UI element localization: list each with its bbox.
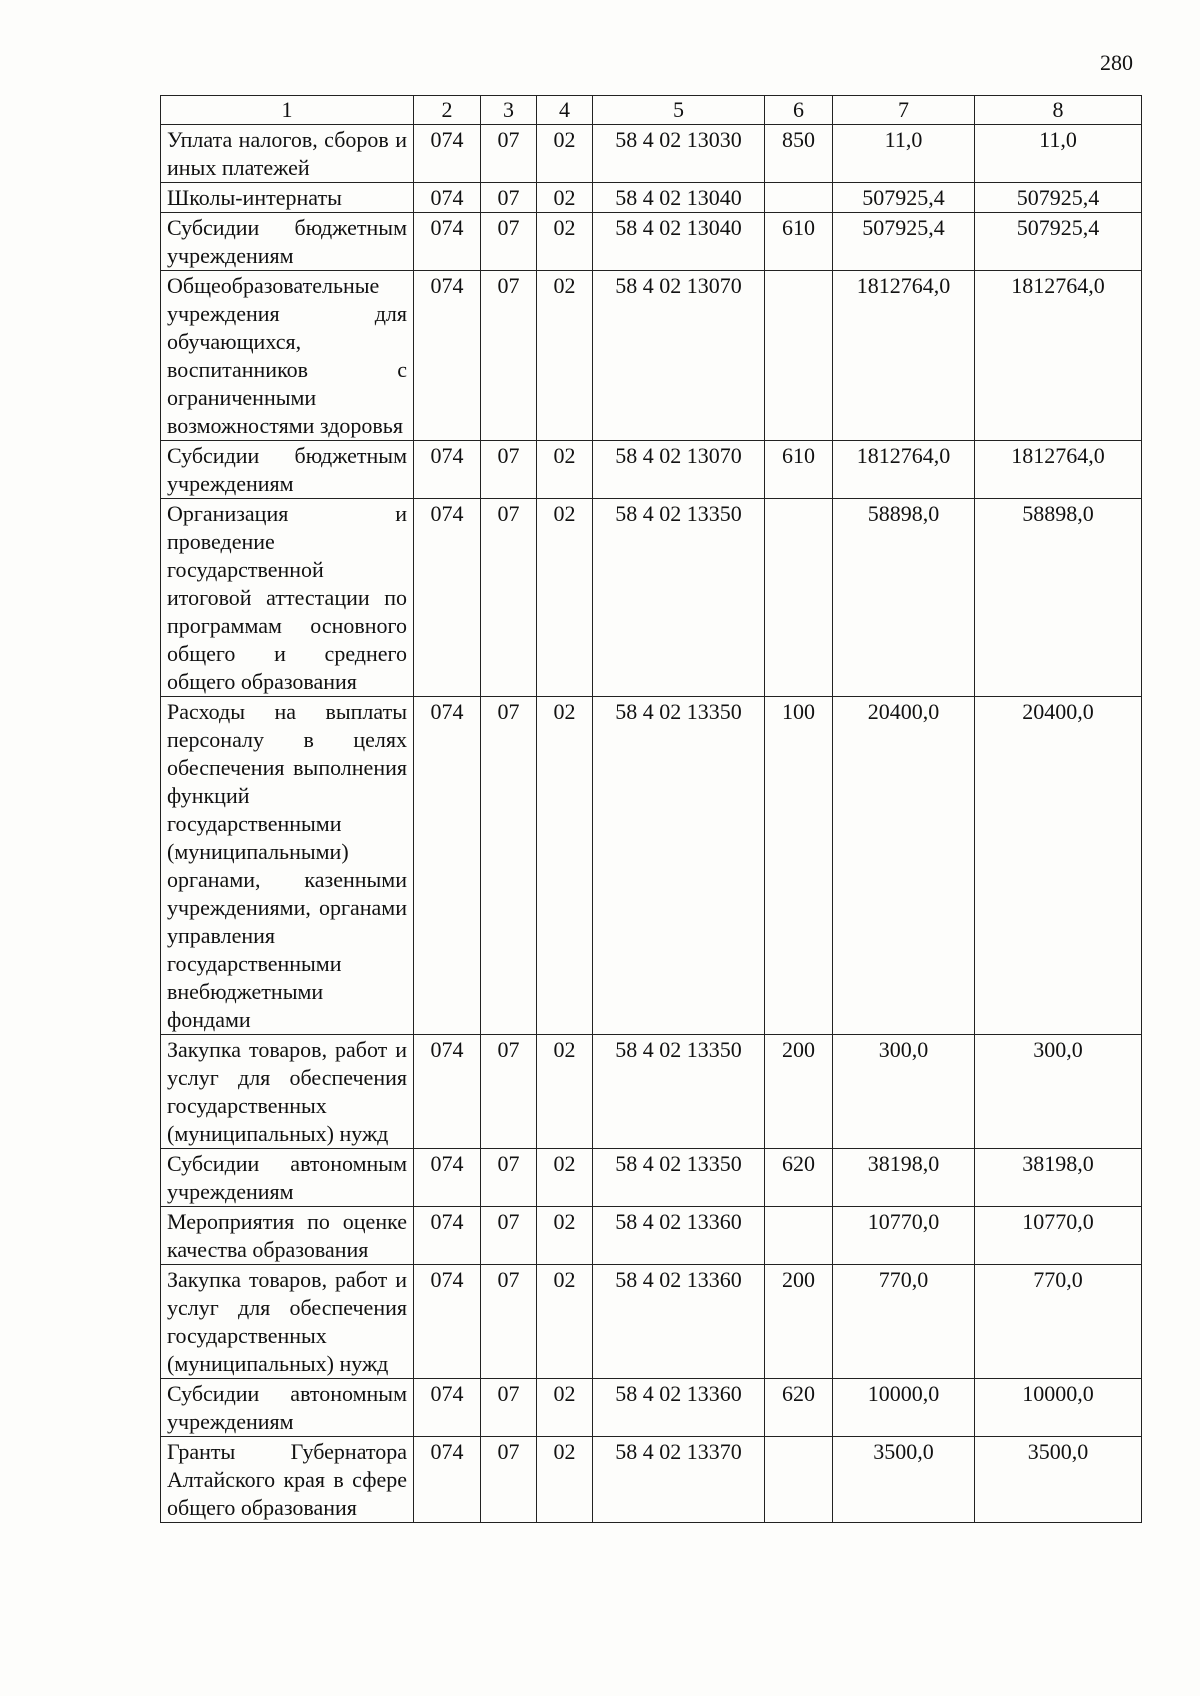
expense-type-cell: 610 [765, 441, 833, 499]
amount-cell: 11,0 [975, 125, 1142, 183]
column-header: 3 [481, 96, 537, 125]
amount-cell: 58898,0 [975, 499, 1142, 697]
subsection-code-cell: 02 [537, 499, 593, 697]
target-article-cell: 58 4 02 13370 [593, 1437, 765, 1523]
target-article-cell: 58 4 02 13070 [593, 271, 765, 441]
ministry-code-cell: 074 [414, 1149, 481, 1207]
target-article-cell: 58 4 02 13360 [593, 1207, 765, 1265]
expense-name-cell: Школы-интернаты [161, 183, 414, 213]
target-article-cell: 58 4 02 13030 [593, 125, 765, 183]
target-article-cell: 58 4 02 13040 [593, 213, 765, 271]
expense-name-cell: Общеобразовательные учреждения для обучающихся, воспитанников с ограниченными возможностями здоровья [161, 271, 414, 441]
subsection-code-cell: 02 [537, 213, 593, 271]
amount-cell: 10770,0 [975, 1207, 1142, 1265]
ministry-code-cell: 074 [414, 1379, 481, 1437]
amount-cell: 770,0 [975, 1265, 1142, 1379]
section-code-cell: 07 [481, 499, 537, 697]
target-article-cell: 58 4 02 13350 [593, 499, 765, 697]
table-row [161, 213, 1142, 271]
amount-cell: 3500,0 [833, 1437, 975, 1523]
expense-type-cell: 620 [765, 1149, 833, 1207]
table-row [161, 1207, 1142, 1265]
table-row [161, 1035, 1142, 1149]
section-code-cell: 07 [481, 183, 537, 213]
amount-cell: 38198,0 [833, 1149, 975, 1207]
amount-cell: 1812764,0 [833, 441, 975, 499]
expense-type-cell [765, 183, 833, 213]
section-code-cell: 07 [481, 1035, 537, 1149]
amount-cell: 20400,0 [833, 697, 975, 1035]
column-header: 7 [833, 96, 975, 125]
ministry-code-cell: 074 [414, 441, 481, 499]
amount-cell: 3500,0 [975, 1437, 1142, 1523]
expense-name-cell: Субсидии бюджетным учреждениям [161, 213, 414, 271]
section-code-cell: 07 [481, 1265, 537, 1379]
amount-cell: 770,0 [833, 1265, 975, 1379]
ministry-code-cell: 074 [414, 1265, 481, 1379]
amount-cell: 1812764,0 [833, 271, 975, 441]
ministry-code-cell: 074 [414, 125, 481, 183]
ministry-code-cell: 074 [414, 1035, 481, 1149]
amount-cell: 507925,4 [833, 183, 975, 213]
budget-table [160, 95, 1142, 1523]
expense-name-cell: Субсидии бюджетным учреждениям [161, 441, 414, 499]
table-row [161, 1265, 1142, 1379]
column-header: 6 [765, 96, 833, 125]
subsection-code-cell: 02 [537, 183, 593, 213]
table-row [161, 183, 1142, 213]
amount-cell: 20400,0 [975, 697, 1142, 1035]
expense-type-cell [765, 1437, 833, 1523]
column-header: 1 [161, 96, 414, 125]
expense-type-cell: 100 [765, 697, 833, 1035]
amount-cell: 10000,0 [833, 1379, 975, 1437]
target-article-cell: 58 4 02 13360 [593, 1265, 765, 1379]
expense-type-cell [765, 499, 833, 697]
target-article-cell: 58 4 02 13350 [593, 1035, 765, 1149]
table-row [161, 697, 1142, 1035]
expense-name-cell: Расходы на выплаты персоналу в целях обеспечения выполнения функций государственными (муниципальными) органами, казенными учреждениями, органами управления государственными внебюджетными фондами [161, 697, 414, 1035]
ministry-code-cell: 074 [414, 697, 481, 1035]
amount-cell: 10000,0 [975, 1379, 1142, 1437]
subsection-code-cell: 02 [537, 1379, 593, 1437]
expense-name-cell: Субсидии автономным учреждениям [161, 1379, 414, 1437]
expense-name-cell: Гранты Губернатора Алтайского края в сфере общего образования [161, 1437, 414, 1523]
table-row [161, 125, 1142, 183]
subsection-code-cell: 02 [537, 271, 593, 441]
expense-type-cell: 200 [765, 1265, 833, 1379]
section-code-cell: 07 [481, 1379, 537, 1437]
ministry-code-cell: 074 [414, 1207, 481, 1265]
table-row [161, 271, 1142, 441]
expense-name-cell: Мероприятия по оценке качества образования [161, 1207, 414, 1265]
target-article-cell: 58 4 02 13350 [593, 1149, 765, 1207]
table-row [161, 1437, 1142, 1523]
column-header: 8 [975, 96, 1142, 125]
subsection-code-cell: 02 [537, 1149, 593, 1207]
table-row [161, 499, 1142, 697]
expense-name-cell: Закупка товаров, работ и услуг для обеспечения государственных (муниципальных) нужд [161, 1035, 414, 1149]
expense-name-cell: Закупка товаров, работ и услуг для обеспечения государственных (муниципальных) нужд [161, 1265, 414, 1379]
table-row [161, 1379, 1142, 1437]
table-row [161, 1149, 1142, 1207]
target-article-cell: 58 4 02 13070 [593, 441, 765, 499]
ministry-code-cell: 074 [414, 183, 481, 213]
expense-type-cell: 620 [765, 1379, 833, 1437]
ministry-code-cell: 074 [414, 213, 481, 271]
subsection-code-cell: 02 [537, 1265, 593, 1379]
section-code-cell: 07 [481, 1207, 537, 1265]
subsection-code-cell: 02 [537, 125, 593, 183]
table-row [161, 441, 1142, 499]
amount-cell: 1812764,0 [975, 271, 1142, 441]
expense-name-cell: Организация и проведение государственной итоговой аттестации по программам основного общего и среднего общего образования [161, 499, 414, 697]
amount-cell: 1812764,0 [975, 441, 1142, 499]
amount-cell: 10770,0 [833, 1207, 975, 1265]
ministry-code-cell: 074 [414, 499, 481, 697]
subsection-code-cell: 02 [537, 1437, 593, 1523]
amount-cell: 300,0 [975, 1035, 1142, 1149]
page-number: 280 [1100, 50, 1133, 75]
ministry-code-cell: 074 [414, 271, 481, 441]
section-code-cell: 07 [481, 271, 537, 441]
amount-cell: 300,0 [833, 1035, 975, 1149]
expense-type-cell [765, 271, 833, 441]
subsection-code-cell: 02 [537, 697, 593, 1035]
expense-type-cell: 850 [765, 125, 833, 183]
expense-name-cell: Субсидии автономным учреждениям [161, 1149, 414, 1207]
section-code-cell: 07 [481, 1437, 537, 1523]
subsection-code-cell: 02 [537, 1207, 593, 1265]
expense-name-cell: Уплата налогов, сборов и иных платежей [161, 125, 414, 183]
amount-cell: 11,0 [833, 125, 975, 183]
section-code-cell: 07 [481, 125, 537, 183]
subsection-code-cell: 02 [537, 441, 593, 499]
expense-type-cell: 200 [765, 1035, 833, 1149]
section-code-cell: 07 [481, 213, 537, 271]
amount-cell: 507925,4 [833, 213, 975, 271]
target-article-cell: 58 4 02 13360 [593, 1379, 765, 1437]
amount-cell: 38198,0 [975, 1149, 1142, 1207]
ministry-code-cell: 074 [414, 1437, 481, 1523]
section-code-cell: 07 [481, 1149, 537, 1207]
section-code-cell: 07 [481, 697, 537, 1035]
column-header: 2 [414, 96, 481, 125]
amount-cell: 58898,0 [833, 499, 975, 697]
table-body [161, 125, 1142, 1523]
column-header: 5 [593, 96, 765, 125]
expense-type-cell [765, 1207, 833, 1265]
target-article-cell: 58 4 02 13040 [593, 183, 765, 213]
header-row [161, 96, 1142, 125]
target-article-cell: 58 4 02 13350 [593, 697, 765, 1035]
column-header: 4 [537, 96, 593, 125]
subsection-code-cell: 02 [537, 1035, 593, 1149]
amount-cell: 507925,4 [975, 183, 1142, 213]
section-code-cell: 07 [481, 441, 537, 499]
expense-type-cell: 610 [765, 213, 833, 271]
amount-cell: 507925,4 [975, 213, 1142, 271]
